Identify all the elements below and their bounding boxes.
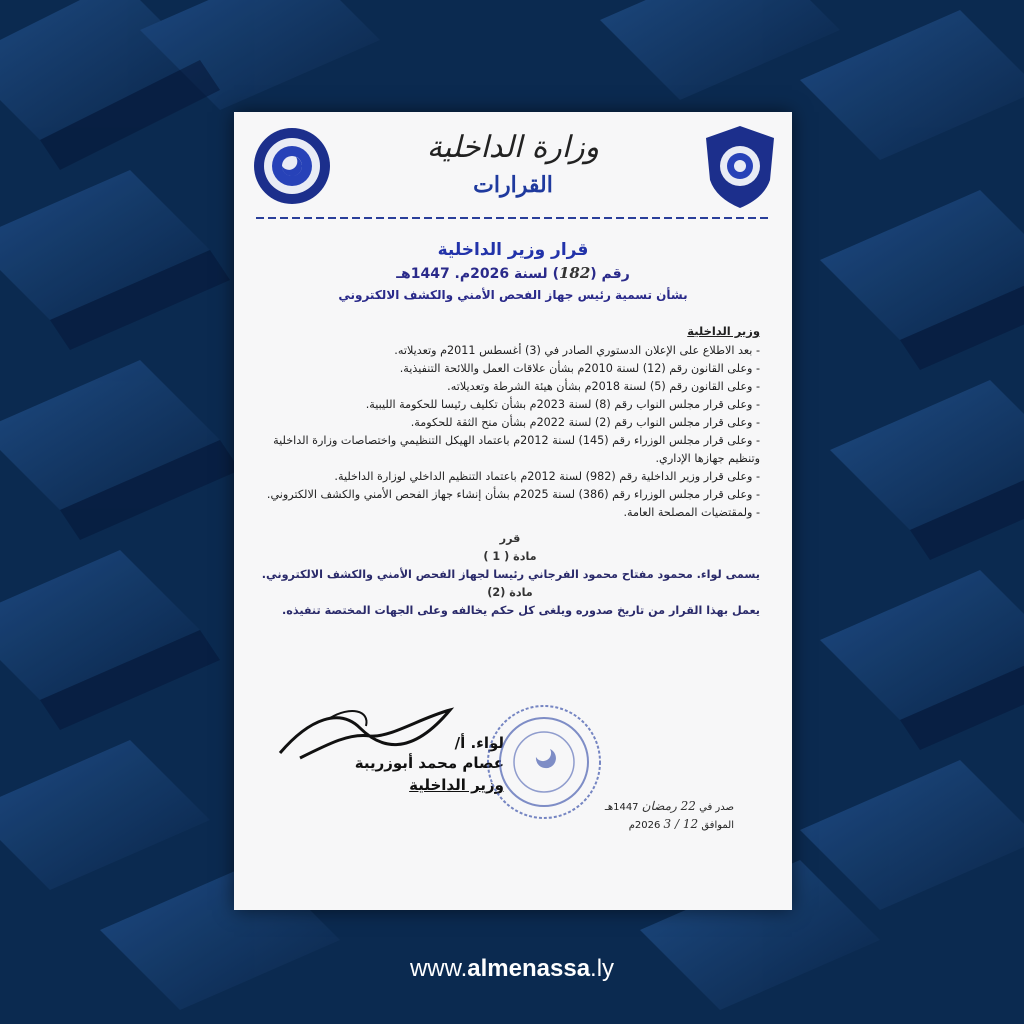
article-2-heading: مادة (2) [487, 586, 533, 599]
clause-2: - وعلى القانون رقم (12) لسنة 2010م بشأن علاقات العمل واللائحة التنفيذية. [399, 362, 760, 375]
decision-document [234, 112, 792, 910]
addressee: وزير الداخلية [687, 324, 760, 338]
decision-title: قرار وزير الداخلية [437, 240, 589, 260]
clause-5: - وعلى قرار مجلس النواب رقم (2) لسنة 2022م بشأن منح الثقة للحكومة. [410, 416, 760, 429]
article-2-text: يعمل بهذا القرار من تاريخ صدوره ويلغى كل حكم يخالفه وعلى الجهات المختصة تنفيذه. [282, 604, 760, 617]
issued-date: صدر في 22 رمضان 1447هـ [604, 799, 734, 813]
article-1-heading: مادة ( 1 ) [483, 550, 537, 563]
decision-number-value: 182 [558, 264, 591, 282]
date-block [594, 798, 734, 834]
decorative-chain-divider [256, 213, 770, 223]
clause-7: - وعلى قرار وزير الداخلية رقم (982) لسنة 2012م باعتماد التنظيم الداخلي لوزارة الداخلية. [334, 470, 760, 483]
article-1-text: يسمى لواء. محمود مفتاح محمود الفرجاني رئيسا لجهاز الفحص الأمني والكشف الالكتروني. [261, 568, 760, 581]
decision-body [260, 322, 760, 620]
decision-number: رقم (182) لسنة 2026م. 1447هـ [396, 264, 630, 282]
signer-name: عصام محمد أبوزريبة [354, 754, 504, 772]
ministry-name: وزارة الداخلية [426, 130, 600, 165]
clause-4: - وعلى قرار مجلس النواب رقم (8) لسنة 2023م بشأن تكليف رئيسا للحكومة الليبية. [365, 398, 760, 411]
signature-block [264, 702, 504, 794]
decision-subject: بشأن تسمية رئيس جهاز الفحص الأمني والكشف الالكتروني [338, 288, 688, 302]
section-title: القرارات [473, 172, 553, 198]
clause-9: - ولمقتضيات المصلحة العامة. [623, 506, 760, 519]
clause-6: - وعلى قرار مجلس الوزراء رقم (145) لسنة 2012م باعتماد الهيكل التنظيمي واختصاصات وزارة الداخلية وتنظيم جهازها الإداري. [273, 434, 760, 465]
clause-3: - وعلى القانون رقم (5) لسنة 2018م بشأن هيئة الشرطة وتعديلاته. [447, 380, 760, 393]
equivalent-date: الموافق 12 / 3 2026م [628, 817, 734, 831]
clause-8: - وعلى قرار مجلس الوزراء رقم (386) لسنة 2025م بشأن إنشاء جهاز الفحص الأمني والكشف الالكتروني. [266, 488, 760, 501]
ministry-stamp-icon [484, 702, 604, 822]
signer-rank: لواء. أ/ [454, 734, 504, 752]
website-url: www.almenassa.ly [409, 955, 615, 982]
letterhead [234, 112, 792, 232]
ministry-emblem-icon [704, 124, 776, 210]
signer-title: وزير الداخلية [409, 776, 504, 794]
decides-heading: قرر [499, 532, 521, 545]
clause-1: - بعد الاطلاع على الإعلان الدستوري الصادر في (3) أغسطس 2011م وتعديلاته. [394, 344, 760, 357]
